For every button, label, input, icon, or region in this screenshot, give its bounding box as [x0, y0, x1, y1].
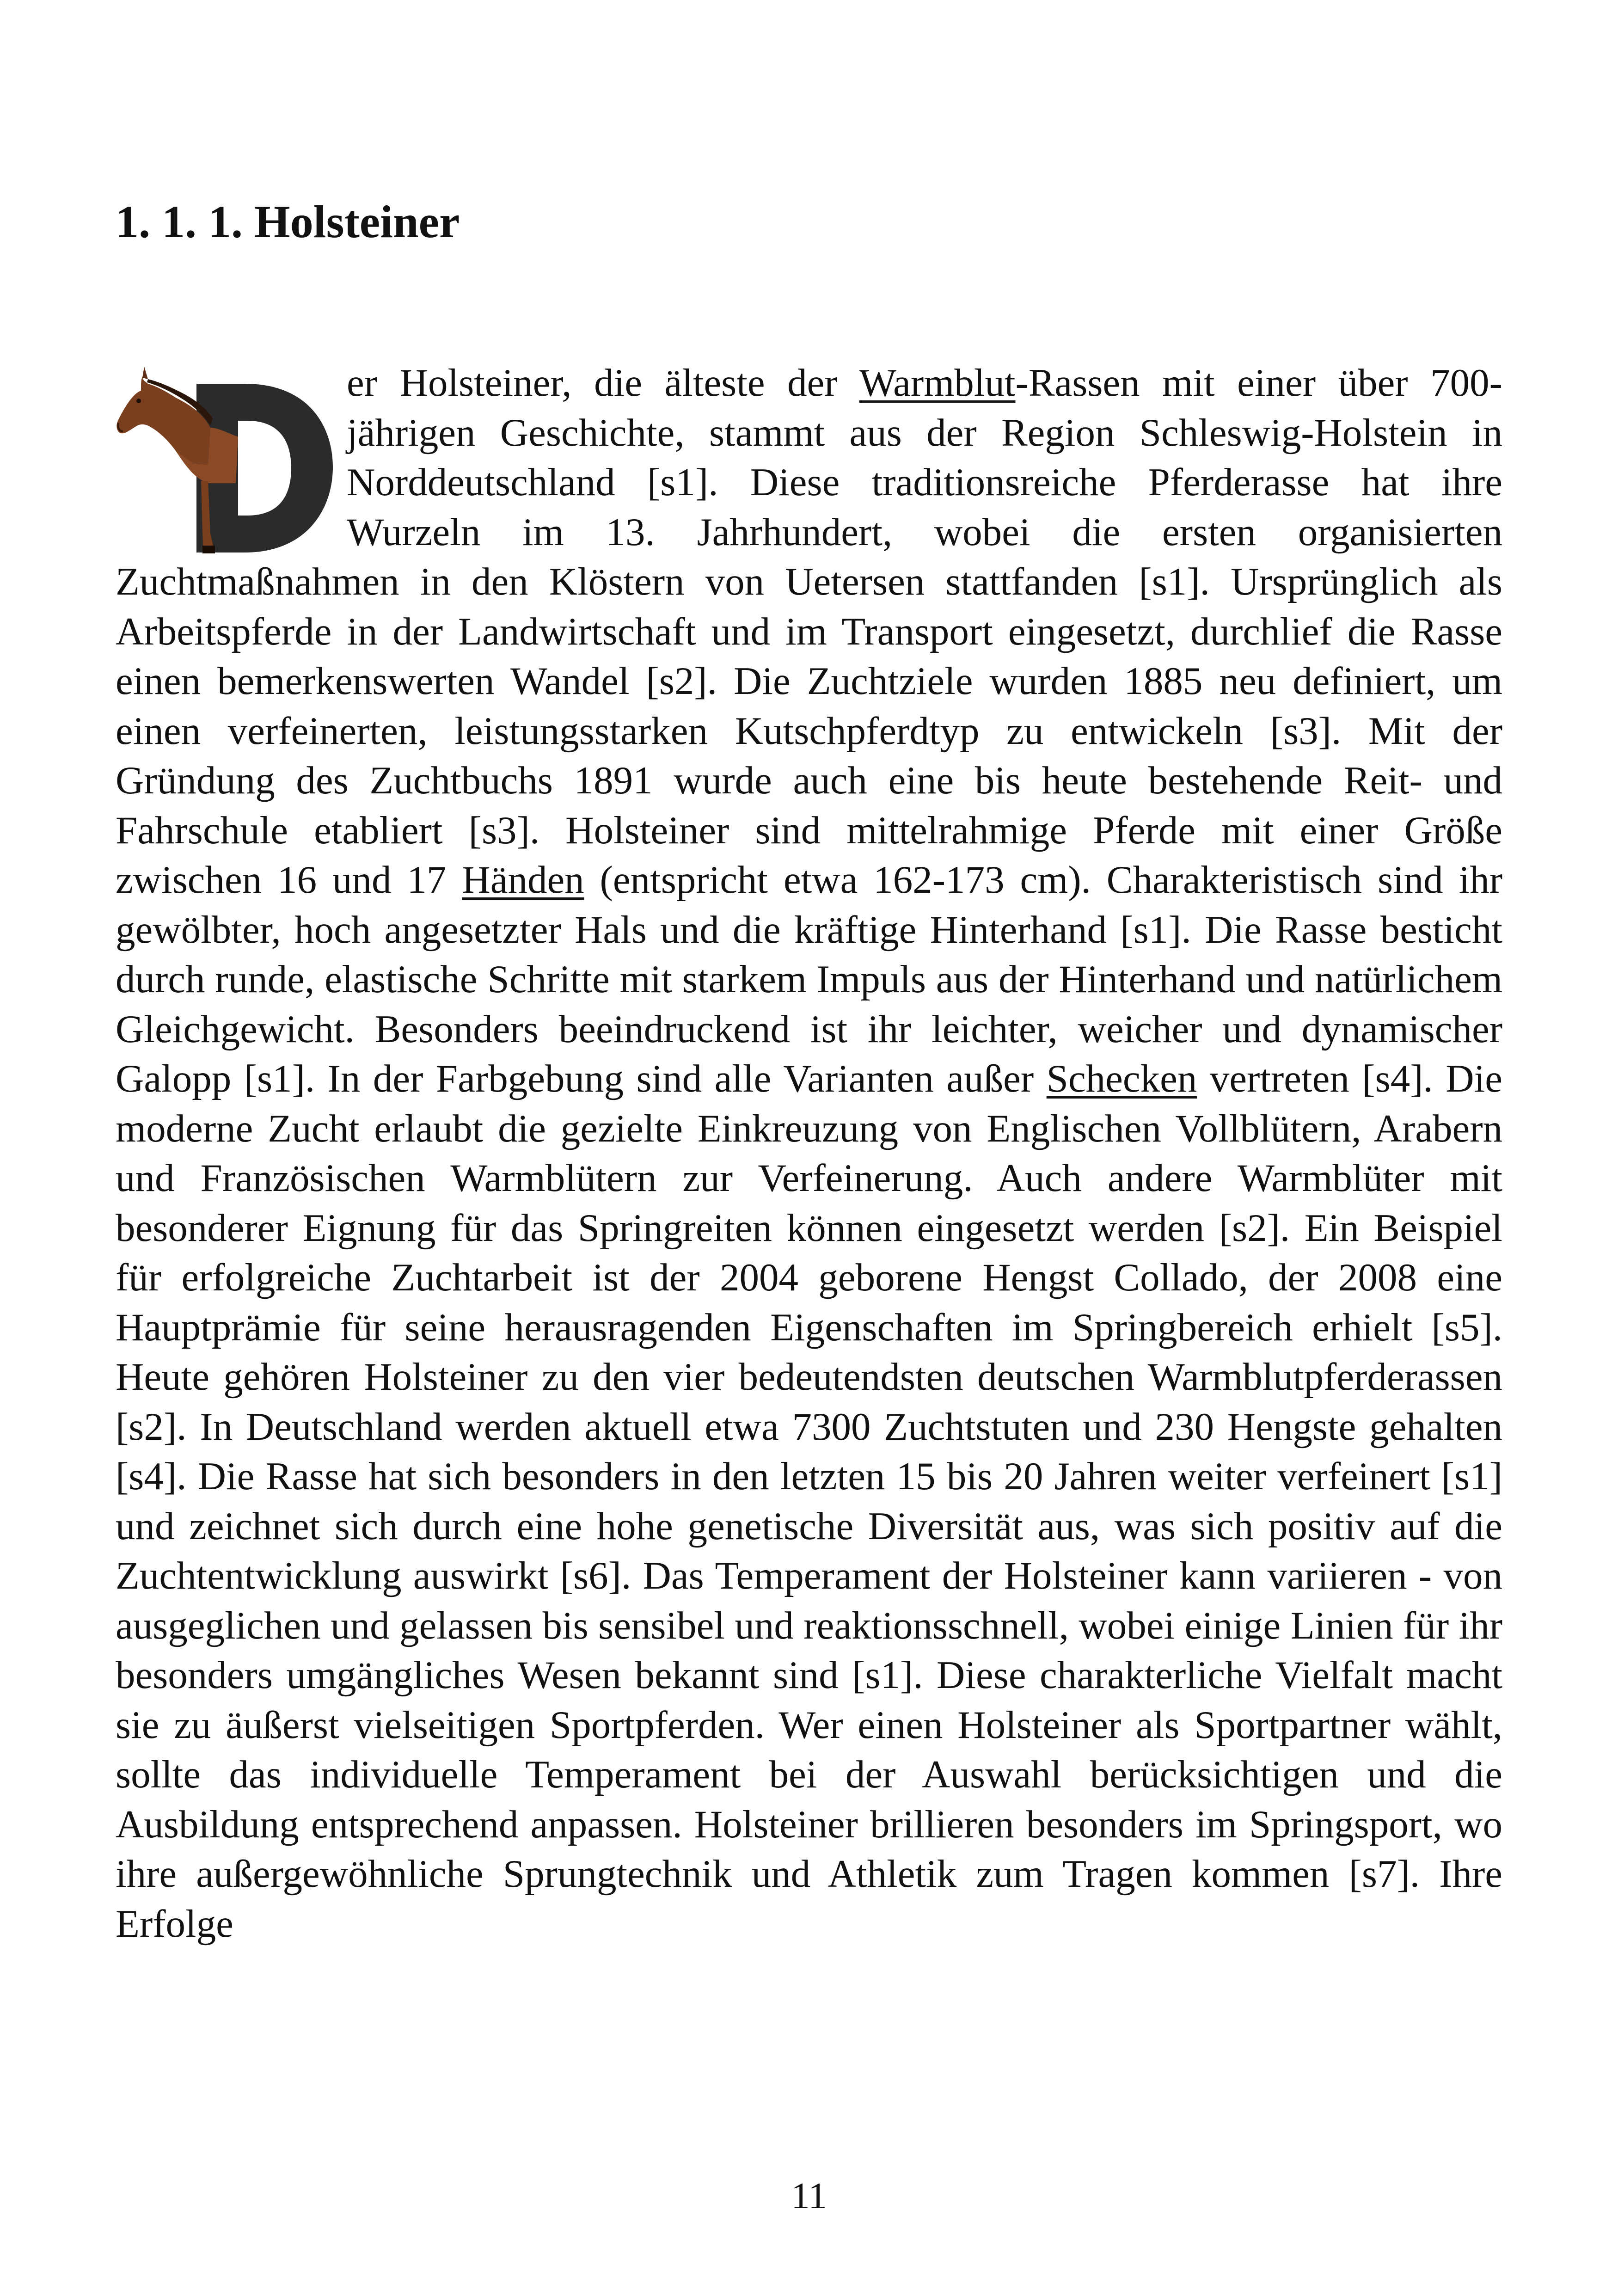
paragraph-text-3: (entspricht etwa 162-173 cm). Charakteristisch sind ihr gewölbter, hoch angesetzter Hals und die kräftige Hinterhand [s1]. Die Rasse besticht durch runde, elastische Schritte mit starkem Impuls aus der Hinterhand und natürlichem Gleichgewicht. Besonders beeindruckend ist ihr leichter, weicher und dynamischer Galopp [s1]. In der Farbgebung sind alle Varianten außer: [116, 858, 1502, 1100]
page-number: 11: [791, 2176, 827, 2216]
paragraph-text-2: -Rassen mit einer über 700-jährigen Geschichte, stammt aus der Region Schleswig-Holstein in Norddeutschland [s1]. Diese traditionsreiche Pferderasse hat ihre Wurzeln im 13. Jahrhundert, wobei die ersten organisierten Zuchtmaßnahmen in den Klöstern von Uetersen stattfanden [s1]. Ursprünglich als Arbeitspferde in der Landwirtschaft und im Transport eingesetzt, durchlief die Rasse einen bemerkenswerten Wandel [s2]. Die Zuchtziele wurden 1885 neu definiert, um einen verfeinerten, leistungsstarken Kutschpferdtyp zu entwickeln [s3]. Mit der Gründung des Zuchtbuchs 1891 wurde auch eine bis heute bestehende Reit- und Fahrschule etabliert [s3]. Holsteiner sind mittelrahmige Pferde mit einer Größe zwischen 16 und 17: [116, 361, 1502, 902]
paragraph-text-1: er Holsteiner, die älteste der: [347, 361, 859, 405]
link-warmblut[interactable]: Warmblut: [859, 361, 1016, 405]
horse-icon: [116, 358, 333, 556]
link-haenden[interactable]: Händen: [462, 858, 584, 902]
body-paragraph: [116, 358, 1502, 1949]
section-heading: 1. 1. 1. Holsteiner: [116, 196, 460, 247]
drop-cap: [116, 358, 333, 556]
link-schecken[interactable]: Schecken: [1046, 1057, 1197, 1100]
paragraph-text-4: vertreten [s4]. Die moderne Zucht erlaubt die gezielte Einkreuzung von Englischen Vollblütern, Arabern und Französischen Warmblütern zur Verfeinerung. Auch andere Warmblüter mit besonderer Eignung für das Springreiten können eingesetzt werden [s2]. Ein Beispiel für erfolgreiche Zuchtarbeit ist der 2004 geborene Hengst Collado, der 2008 eine Hauptprämie für seine herausragenden Eigenschaften im Springbereich erhielt [s5]. Heute gehören Holsteiner zu den vier bedeutendsten deutschen Warmblutpferderassen [s2]. In Deutschland werden aktuell etwa 7300 Zuchtstuten und 230 Hengste gehalten [s4]. Die Rasse hat sich besonders in den letzten 15 bis 20 Jahren weiter verfeinert [s1] und zeichnet sich durch eine hohe genetische Diversität aus, was sich positiv auf die Zuchtentwicklung auswirkt [s6]. Das Temperament der Holsteiner kann variieren - von ausgeglichen und gelassen bis sensibel und reaktionsschnell, wobei einige Linien für ihr besonders umgängliches Wesen bekannt sind [s1]. Diese charakterliche Vielfalt macht sie zu äußerst vielseitigen Sportpferden. Wer einen Holsteiner als Sportpartner wählt, sollte das individuelle Temperament bei der Auswahl berücksichtigen und die Ausbildung entsprechend anpassen. Holsteiner brillieren besonders im Springsport, wo ihre außergewöhnliche Sprungtechnik und Athletik zum Tragen kommen [s7]. Ihre Erfolge: [116, 1057, 1502, 1946]
